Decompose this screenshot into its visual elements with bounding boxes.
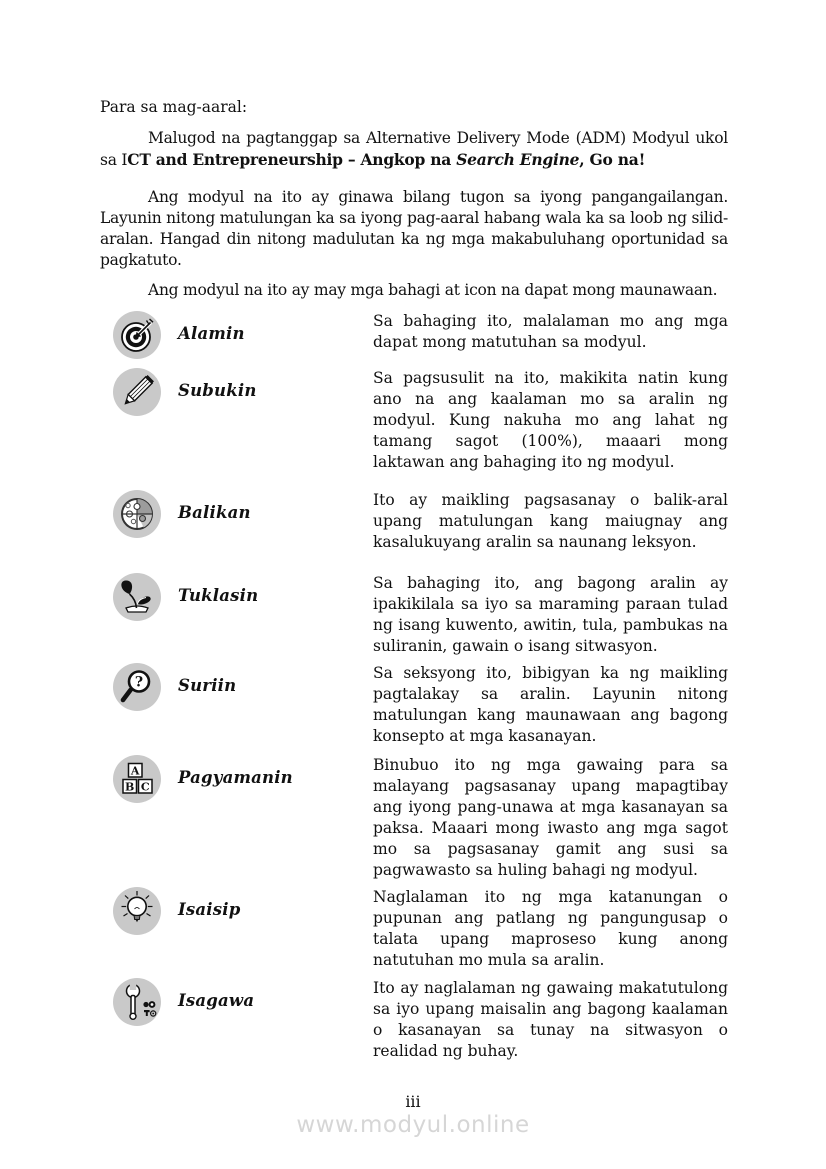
svg-text:C: C <box>140 780 150 794</box>
svg-text:?: ? <box>134 674 144 691</box>
module-part-row-pagyamanin <box>100 755 728 887</box>
part-label: Isaisip <box>178 900 241 919</box>
module-parts-list <box>100 311 728 1067</box>
module-part-row-subukin <box>100 368 728 490</box>
module-part-row-alamin <box>100 311 728 368</box>
part-description: Ito ay maikling pagsasanay o balik-aral upang matulungan kang maiugnay ang kasalukuyang aralin sa naunang leksyon. <box>373 491 728 551</box>
pencil-icon <box>113 368 161 416</box>
icons-intro-paragraph: Ang modyul na ito ay may mga bahagi at icon na dapat mong maunawaan. <box>148 281 718 299</box>
tools-icon <box>113 978 161 1026</box>
part-label: Alamin <box>178 324 245 343</box>
part-label: Balikan <box>178 503 251 522</box>
welcome-text: Malugod na pagtanggap sa Alternative Delivery Mode (ADM) Modyul ukol sa <box>100 129 728 169</box>
part-description: Binubuo ito ng mga gawaing para sa malayang pagsasanay upang mapagtibay ang iyong pang-unawa at mga kasanayan sa paksa. Maaari mong iwasto ang mga sagot mo sa pagsasanay gamit ang susi sa pagwawasto sa huling bahagi ng modyul. <box>373 756 728 879</box>
part-description: Ito ay naglalaman ng gawaing makatutulong sa iyo upang maisalin ang bagong kaalaman o kasanayan sa tunay na sitwasyon o realidad ng buhay. <box>373 979 728 1060</box>
page-content <box>100 97 728 1067</box>
welcome-paragraph <box>100 128 728 171</box>
abc-blocks-icon <box>113 755 161 803</box>
module-title-italic: Search Engine <box>456 150 580 169</box>
page-number: iii <box>405 1092 421 1111</box>
module-part-row-balikan <box>100 490 728 573</box>
module-part-row-isagawa <box>100 978 728 1067</box>
module-title-i: I <box>121 151 128 169</box>
part-label: Subukin <box>178 381 257 400</box>
intro-heading: Para sa mag-aaral: <box>100 98 248 116</box>
part-description: Naglalaman ito ng mga katanungan o pupunan ang patlang ng pangungusap o talata upang maproseso kung anong natutuhan mo mula sa aralin. <box>373 888 728 969</box>
svg-text:B: B <box>125 780 135 794</box>
lightbulb-icon <box>113 887 161 935</box>
part-description: Sa seksyong ito, bibigyan ka ng maikling pagtalakay sa aralin. Layunin nitong matulungan kang maunawaan ang bagong konsepto at mga kasanayan. <box>373 664 728 745</box>
svg-text:A: A <box>130 764 140 778</box>
part-description: Sa bahaging ito, ang bagong aralin ay ipakikilala sa iyo sa maraming paraan tulad ng isang kuwento, awitin, tula, pambukas na suliranin, gawain o isang sitwasyon. <box>373 574 728 655</box>
module-part-row-tuklasin <box>100 573 728 663</box>
watermark: www.modyul.online <box>296 1112 530 1138</box>
part-label: Tuklasin <box>178 586 259 605</box>
part-label: Suriin <box>178 676 237 695</box>
part-label: Isagawa <box>178 991 255 1010</box>
sprout-icon <box>113 573 161 621</box>
puzzle-icon <box>113 490 161 538</box>
magnifier-question-icon <box>113 663 161 711</box>
module-part-row-isaisip <box>100 887 728 978</box>
part-description: Sa pagsusulit na ito, makikita natin kung ano na ang kaalaman mo sa aralin ng modyul. Kung nakuha mo ang lahat ng tamang sagot (100%), maaari mong laktawan ang bahaging ito ng modyul. <box>373 369 728 471</box>
module-part-row-suriin <box>100 663 728 755</box>
module-title-end: , Go na! <box>579 150 646 169</box>
target-icon <box>113 311 161 359</box>
part-description: Sa bahaging ito, malalaman mo ang mga dapat mong matutuhan sa modyul. <box>373 312 728 351</box>
part-label: Pagyamanin <box>178 768 293 787</box>
purpose-paragraph: Ang modyul na ito ay ginawa bilang tugon sa iyong pangangailangan. Layunin nitong matulungan ka sa iyong pag-aaral habang wala ka sa loob ng silid-aralan. Hangad din nitong madulutan ka ng mga makabuluhang oportunidad sa pagkatuto. <box>100 188 728 269</box>
module-title-bold: CT and Entrepreneurship – Angkop na <box>127 150 457 169</box>
